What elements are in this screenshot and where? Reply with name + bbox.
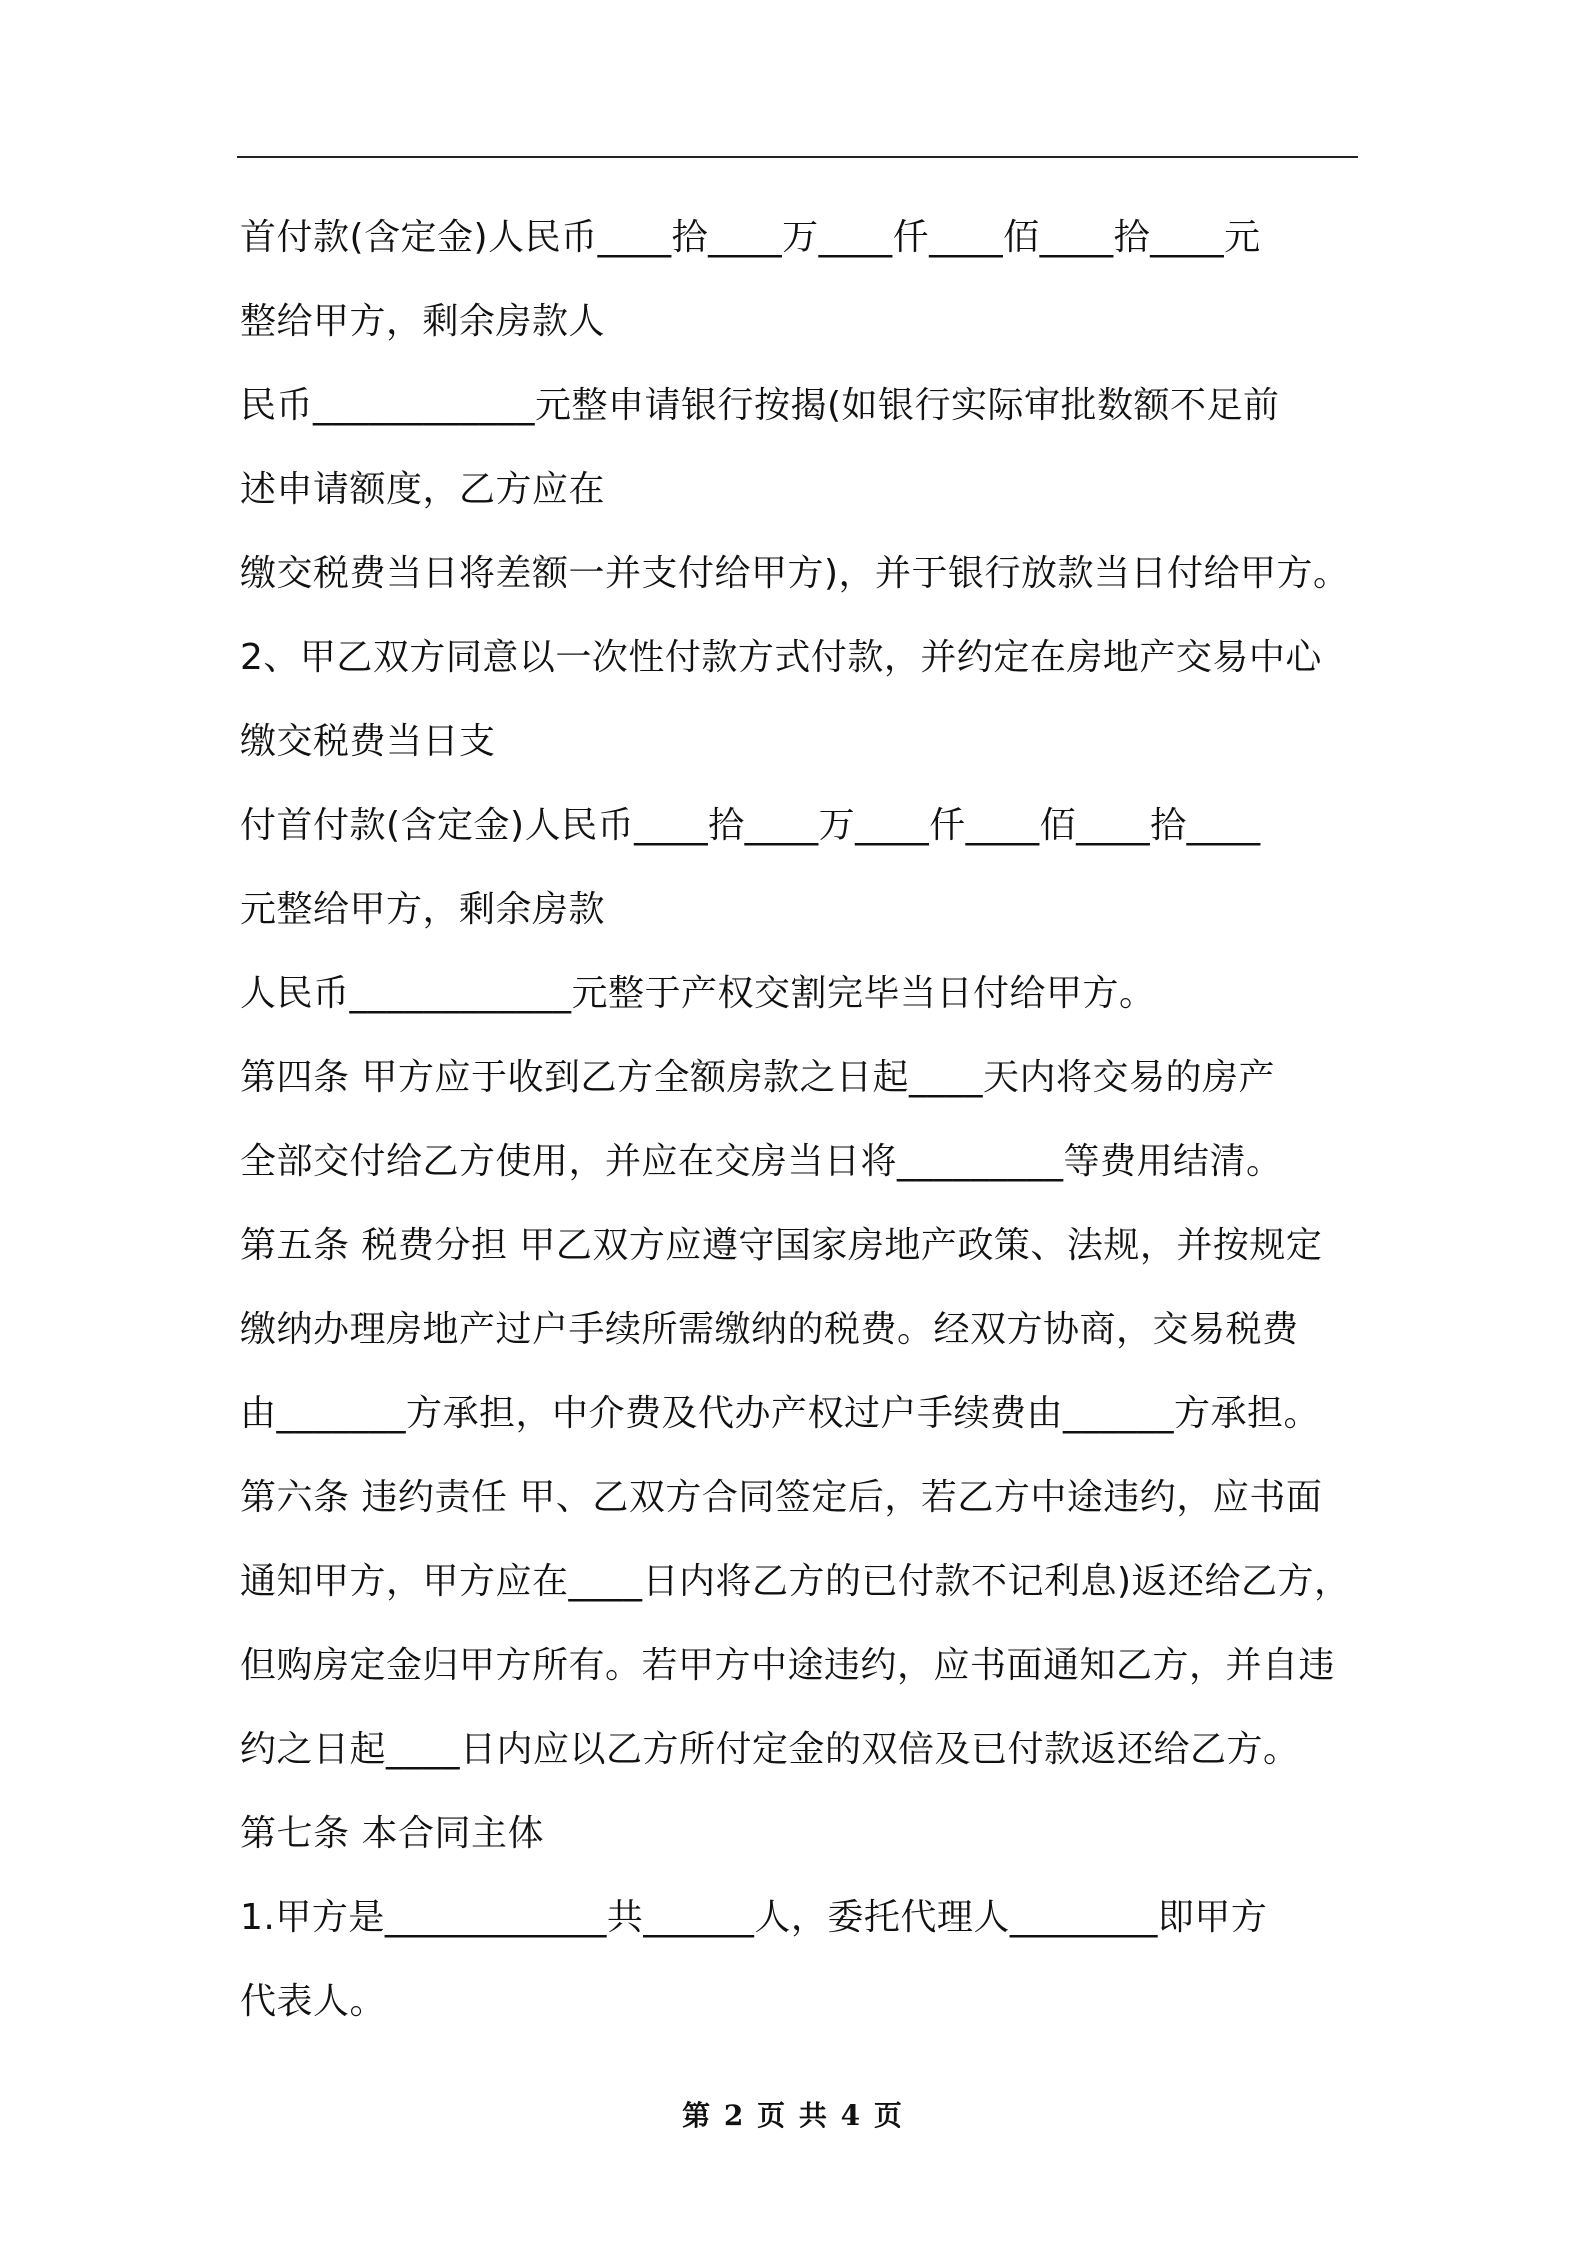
text-line: 述申请额度，乙方应在 xyxy=(240,469,606,510)
text-line: 第五条 税费分担 甲乙双方应遵守国家房地产政策、法规，并按规定 xyxy=(240,1225,1323,1266)
page-number-footer: 第 2 页 共 4 页 xyxy=(682,2099,904,2132)
text-line: 缴交税费当日支 xyxy=(240,721,496,762)
text-line: 整给甲方，剩余房款人 xyxy=(240,301,606,342)
text-line: 付首付款(含定金)人民币____拾____万____仟____佰____拾____ xyxy=(240,805,1261,846)
text-line: 缴纳办理房地产过户手续所需缴纳的税费。经双方协商，交易税费 xyxy=(240,1309,1299,1350)
text-line: 元整给甲方，剩余房款 xyxy=(240,889,606,930)
text-line: 代表人。 xyxy=(240,1981,387,2022)
text-line: 民币____________元整申请银行按揭(如银行实际审批数额不足前 xyxy=(240,385,1280,426)
text-line: 1.甲方是____________共______人，委托代理人________即甲方 xyxy=(240,1897,1268,1938)
header-rule xyxy=(237,156,1358,158)
text-line: 首付款(含定金)人民币____拾____万____仟____佰____拾____元 xyxy=(240,217,1261,258)
text-line: 但购房定金归甲方所有。若甲方中途违约，应书面通知乙方，并自违 xyxy=(240,1645,1336,1686)
text-line: 第七条 本合同主体 xyxy=(240,1813,544,1854)
text-line: 2、甲乙双方同意以一次性付款方式付款，并约定在房地产交易中心 xyxy=(240,637,1322,678)
text-line: 通知甲方，甲方应在____日内将乙方的已付款不记利息)返还给乙方， xyxy=(240,1561,1351,1602)
text-line: 由_______方承担，中介费及代办产权过户手续费由______方承担。 xyxy=(240,1393,1321,1434)
text-line: 全部交付给乙方使用，并应在交房当日将_________等费用结清。 xyxy=(240,1141,1283,1182)
text-line: 第六条 违约责任 甲、乙双方合同签定后，若乙方中途违约，应书面 xyxy=(240,1477,1323,1518)
text-line: 第四条 甲方应于收到乙方全额房款之日起____天内将交易的房产 xyxy=(240,1057,1275,1098)
text-line: 人民币____________元整于产权交割完毕当日付给甲方。 xyxy=(240,973,1156,1014)
document-body xyxy=(240,196,1370,2044)
text-line: 缴交税费当日将差额一并支付给甲方)，并于银行放款当日付给甲方。 xyxy=(240,553,1350,594)
text-line: 约之日起____日内应以乙方所付定金的双倍及已付款返还给乙方。 xyxy=(240,1729,1300,1770)
